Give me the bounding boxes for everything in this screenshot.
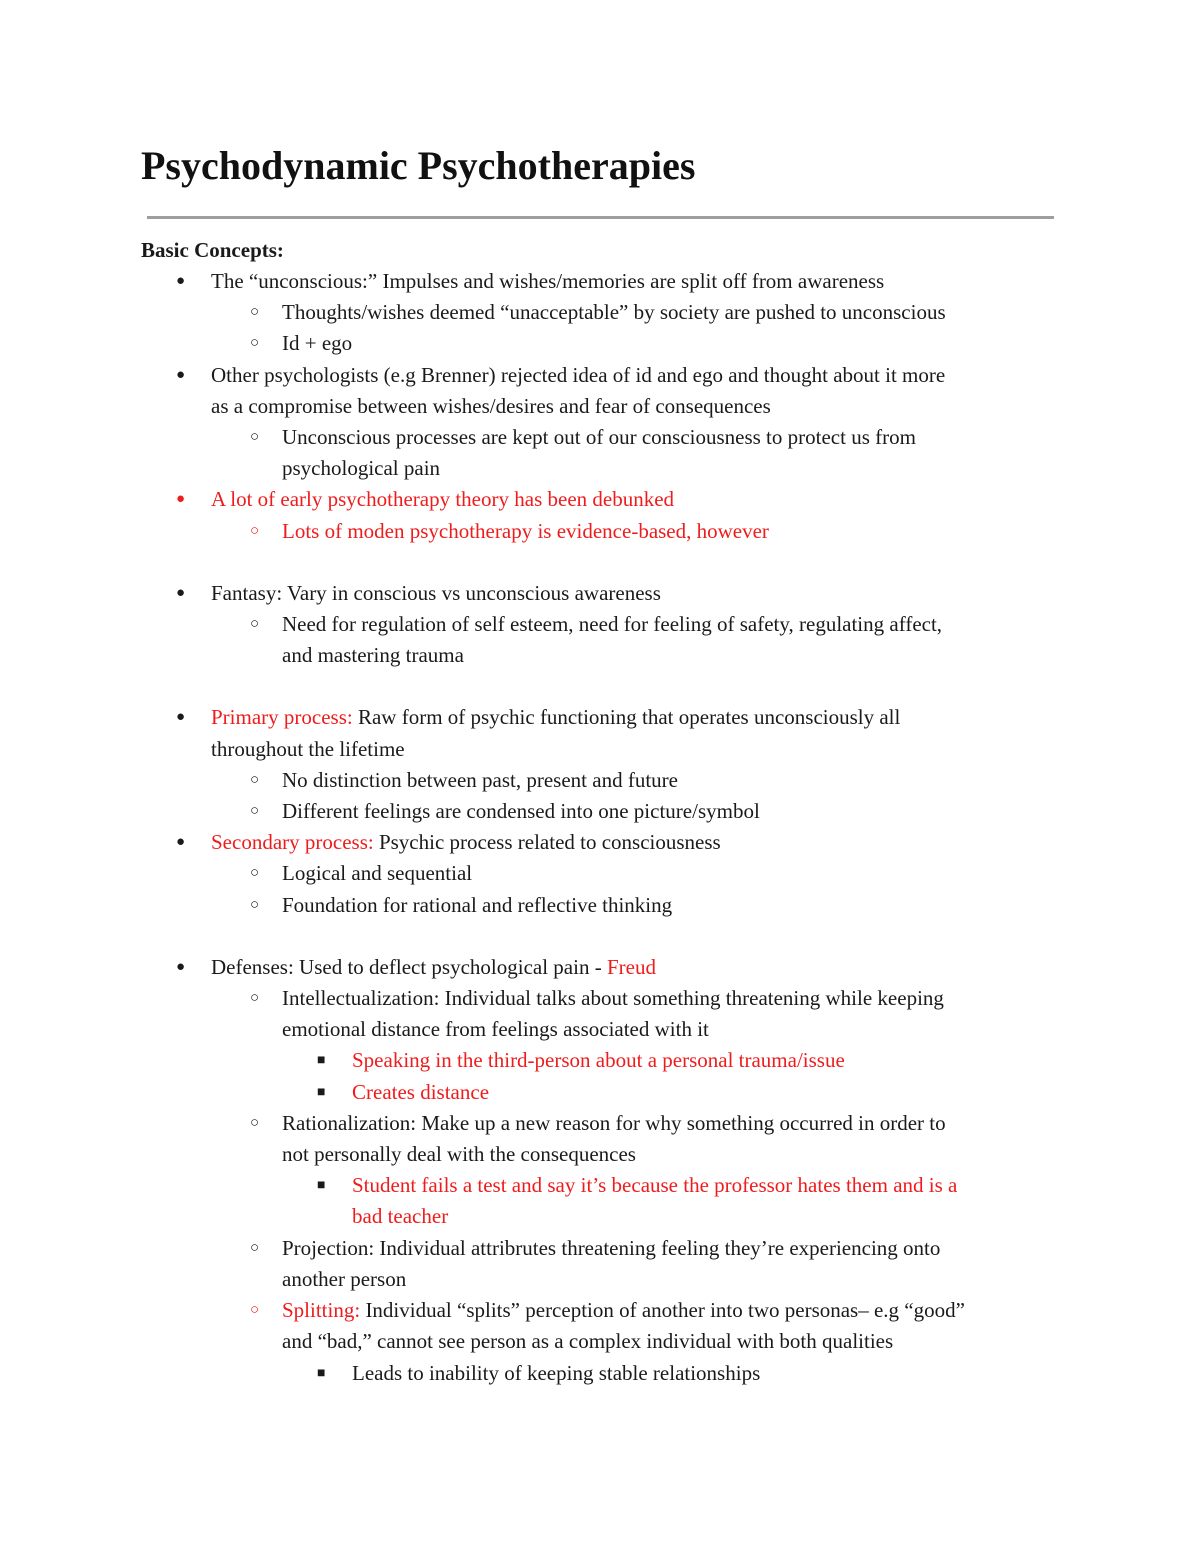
item-text: Id + ego [282, 331, 353, 356]
item-text: another person [282, 1266, 407, 1291]
list-item-continuation [0, 1201, 1200, 1232]
title-divider [147, 216, 1054, 219]
blank-line [0, 671, 1200, 702]
list-item [0, 890, 1200, 921]
item-text: Speaking in the third-person about a personal trauma/issue [352, 1048, 845, 1073]
list-item [0, 796, 1200, 827]
list-item-continuation [0, 734, 1200, 765]
list-item [0, 484, 1200, 515]
bullet-disc-icon: ● [176, 273, 186, 289]
item-text: Raw form of psychic functioning that operates unconsciously all [352, 705, 901, 730]
item-text: Creates distance [352, 1079, 490, 1104]
item-text: Defenses: Used to deflect psychological pain - [211, 954, 607, 979]
bullet-disc-icon: ● [176, 584, 186, 601]
list-item-continuation [0, 1326, 1200, 1357]
list-item-continuation [0, 1264, 1200, 1295]
bullet-circle-icon: ○ [250, 771, 260, 788]
bullet-disc-icon: ● [176, 491, 186, 508]
bullet-square-icon: ■ [317, 1084, 326, 1100]
list-item [0, 858, 1200, 889]
list-item [0, 266, 1200, 297]
term-secondary-process: Secondary process: [211, 830, 374, 855]
bullet-square-icon: ■ [317, 1053, 326, 1069]
list-item [0, 516, 1200, 547]
list-item [0, 1295, 1200, 1326]
list-item [0, 1233, 1200, 1264]
bullet-circle-icon: ○ [250, 522, 260, 539]
item-text: A lot of early psychotherapy theory has been debunked [211, 487, 675, 512]
list-item [0, 983, 1200, 1014]
bullet-circle-icon: ○ [250, 304, 260, 321]
item-text: Foundation for rational and reflective thinking [282, 892, 673, 917]
list-item [0, 1358, 1200, 1389]
term-freud: Freud [606, 954, 656, 979]
list-item [0, 702, 1200, 733]
item-text: bad teacher [352, 1204, 449, 1229]
bullet-disc-icon: ● [176, 958, 186, 975]
list-item [0, 578, 1200, 609]
item-text: Intellectualization: Individual talks about something threatening while keeping [282, 986, 944, 1011]
item-text: as a compromise between wishes/desires and fear of consequences [211, 393, 771, 418]
bullet-circle-icon: ○ [250, 1239, 260, 1256]
item-text: Different feelings are condensed into one picture/symbol [282, 799, 760, 824]
bullet-circle-icon: ○ [250, 1302, 260, 1319]
list-item-continuation [0, 453, 1200, 484]
bullet-circle-icon: ○ [250, 616, 260, 633]
list-item [0, 1077, 1200, 1108]
list-item [0, 1170, 1200, 1201]
bullet-circle-icon: ○ [250, 990, 260, 1007]
section-heading: Basic Concepts: [141, 238, 284, 262]
bullet-square-icon: ■ [317, 1178, 326, 1194]
list-item [0, 328, 1200, 359]
bullet-circle-icon: ○ [250, 896, 260, 913]
list-item [0, 609, 1200, 640]
item-text: Psychic process related to consciousness [373, 830, 721, 855]
item-text: and “bad,” cannot see person as a complex individual with both qualities [282, 1329, 894, 1354]
list-item [0, 827, 1200, 858]
item-text: Projection: Individual attribrutes threatening feeling they’re experiencing onto [282, 1235, 941, 1260]
term-primary-process: Primary process: [211, 705, 353, 730]
list-item [0, 952, 1200, 983]
list-item [0, 297, 1200, 328]
list-item [0, 1045, 1200, 1076]
bullet-square-icon: ■ [317, 1365, 326, 1381]
list-item [0, 360, 1200, 391]
item-text: emotional distance from feelings associated with it [282, 1017, 709, 1042]
bullet-circle-icon: ○ [250, 429, 260, 446]
item-text: Individual “splits” perception of another into two personas– e.g “good” [360, 1298, 965, 1323]
item-text: Rationalization: Make up a new reason for why something occurred in order to [282, 1110, 946, 1135]
page-title: Psychodynamic Psychotherapies [141, 143, 696, 188]
list-item-continuation [0, 640, 1200, 671]
item-text: and mastering trauma [282, 643, 464, 668]
notes-list [0, 266, 1200, 1389]
list-item-continuation [0, 1139, 1200, 1170]
item-text: Lots of moden psychotherapy is evidence-based, however [282, 518, 769, 543]
blank-line [0, 921, 1200, 952]
item-text: Logical and sequential [282, 861, 473, 886]
blank-line [0, 547, 1200, 578]
list-item [0, 765, 1200, 796]
item-text: Leads to inability of keeping stable relationships [352, 1360, 761, 1385]
bullet-disc-icon: ● [176, 366, 186, 383]
item-text: No distinction between past, present and future [282, 767, 678, 792]
item-text: Unconscious processes are kept out of our consciousness to protect us from [282, 425, 916, 450]
item-text: Student fails a test and say it’s because the professor hates them and is a [352, 1173, 958, 1198]
bullet-circle-icon: ○ [250, 803, 260, 820]
list-item [0, 1108, 1200, 1139]
bullet-circle-icon: ○ [250, 1114, 260, 1131]
item-text: psychological pain [282, 456, 441, 481]
term-splitting: Splitting: [282, 1298, 361, 1323]
bullet-disc-icon: ● [176, 709, 186, 726]
item-text: throughout the lifetime [211, 736, 405, 761]
item-text: not personally deal with the consequences [282, 1142, 636, 1167]
list-item [0, 422, 1200, 453]
list-item-continuation [0, 1014, 1200, 1045]
item-text: The “unconscious:” Impulses and wishes/memories are split off from awareness [211, 269, 885, 293]
item-text: Other psychologists (e.g Brenner) rejected idea of id and ego and thought about it more [211, 362, 946, 387]
list-item-continuation [0, 391, 1200, 422]
bullet-disc-icon: ● [176, 834, 186, 851]
item-text: Thoughts/wishes deemed “unacceptable” by society are pushed to unconscious [282, 300, 946, 325]
bullet-circle-icon: ○ [250, 335, 260, 352]
item-text: Need for regulation of self esteem, need for feeling of safety, regulating affect, [282, 612, 943, 637]
item-text: Fantasy: Vary in conscious vs unconscious awareness [211, 580, 661, 605]
bullet-circle-icon: ○ [250, 865, 260, 882]
